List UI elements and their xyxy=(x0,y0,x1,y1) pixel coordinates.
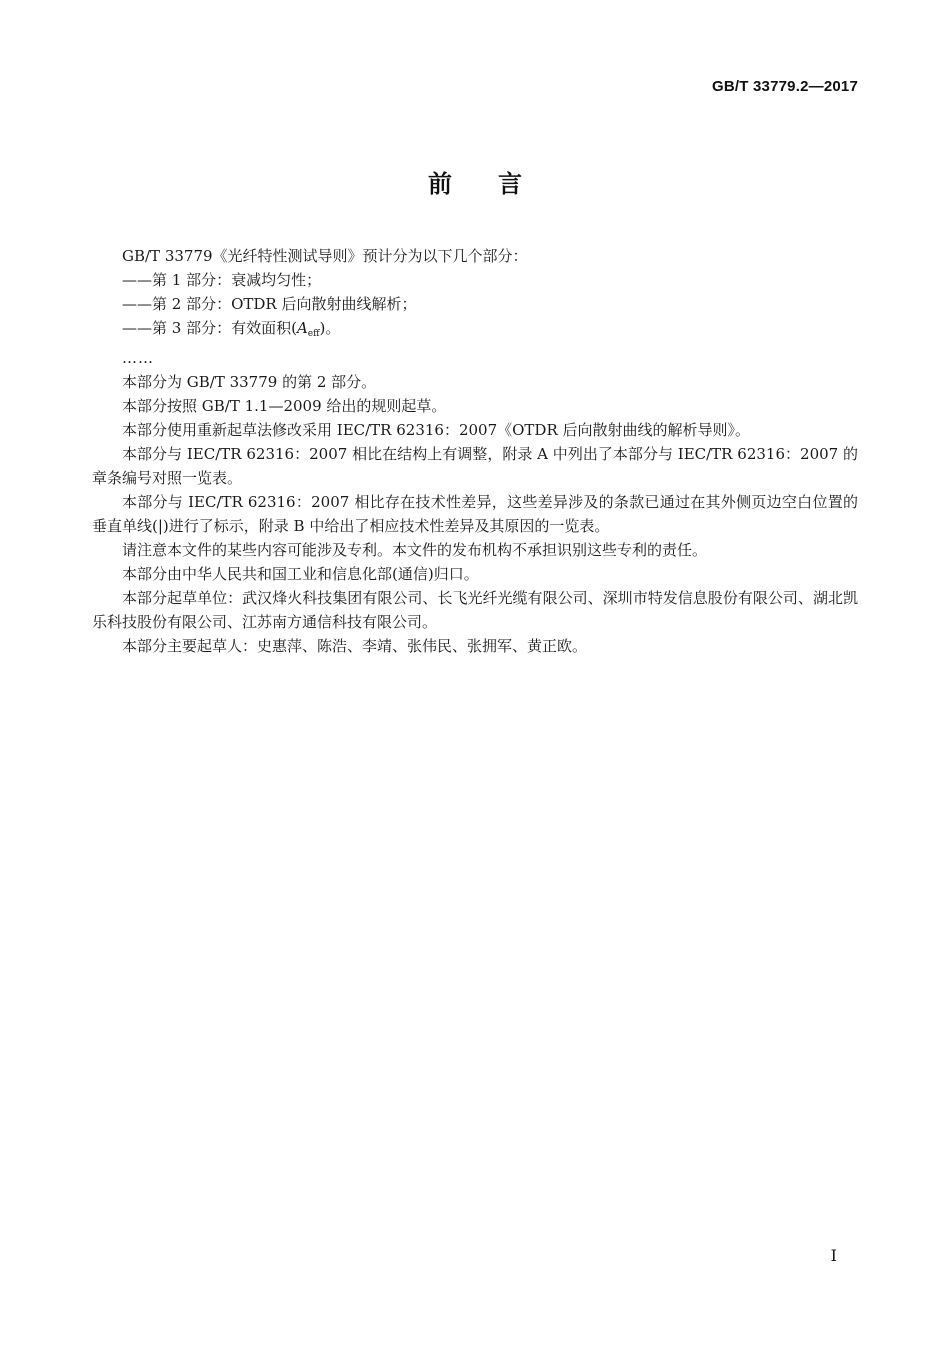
body-paragraph: 本部分由中华人民共和国工业和信息化部(通信)归口。 xyxy=(122,565,479,583)
part3-symbol: A xyxy=(296,319,308,337)
body-paragraph: 本部分使用重新起草法修改采用 IEC/TR 62316：2007《OTDR 后向散射曲线的解析导则》。 xyxy=(122,421,751,439)
body-paragraph: 请注意本文件的某些内容可能涉及专利。本文件的发布机构不承担识别这些专利的责任。 xyxy=(122,541,708,559)
body-paragraph: 本部分与 IEC/TR 62316：2007 相比存在技术性差异，这些差异涉及的条款已通过在其外侧页边空白位置的垂直单线(|)进行了标示，附录 B 中给出了相应技术性差异及其原因的一览表。 xyxy=(92,493,858,535)
part3-subscript: eff xyxy=(307,329,320,339)
intro-paragraph: GB/T 33779《光纤特性测试导则》预计分为以下几个部分： xyxy=(122,247,528,265)
ellipsis: …… xyxy=(122,349,154,367)
part-list-item: ——第 2 部分：OTDR 后向散射曲线解析； xyxy=(122,295,417,313)
body-paragraph: 本部分起草单位：武汉烽火科技集团有限公司、长飞光纤光缆有限公司、深圳市特发信息股份有限公司、湖北凯乐科技股份有限公司、江苏南方通信科技有限公司。 xyxy=(92,589,858,631)
document-body xyxy=(92,244,858,658)
part-list-item: ——第 1 部分：衰减均匀性； xyxy=(122,271,322,289)
standard-code: GB/T 33779.2—2017 xyxy=(712,78,858,95)
part3-prefix: ——第 3 部分：有效面积( xyxy=(122,319,297,337)
page-number: I xyxy=(830,1246,837,1265)
body-paragraph: 本部分与 IEC/TR 62316：2007 相比在结构上有调整，附录 A 中列出了本部分与 IEC/TR 62316：2007 的章条编号对照一览表。 xyxy=(92,445,858,487)
body-paragraph: 本部分为 GB/T 33779 的第 2 部分。 xyxy=(122,373,377,391)
body-paragraph: 本部分按照 GB/T 1.1—2009 给出的规则起草。 xyxy=(122,397,447,415)
part-list-item xyxy=(92,316,858,346)
part3-suffix: )。 xyxy=(319,319,341,337)
body-paragraph: 本部分主要起草人：史惠萍、陈浩、李靖、张伟民、张拥军、黄正欧。 xyxy=(122,637,588,655)
page-title: 前言 xyxy=(428,170,568,198)
